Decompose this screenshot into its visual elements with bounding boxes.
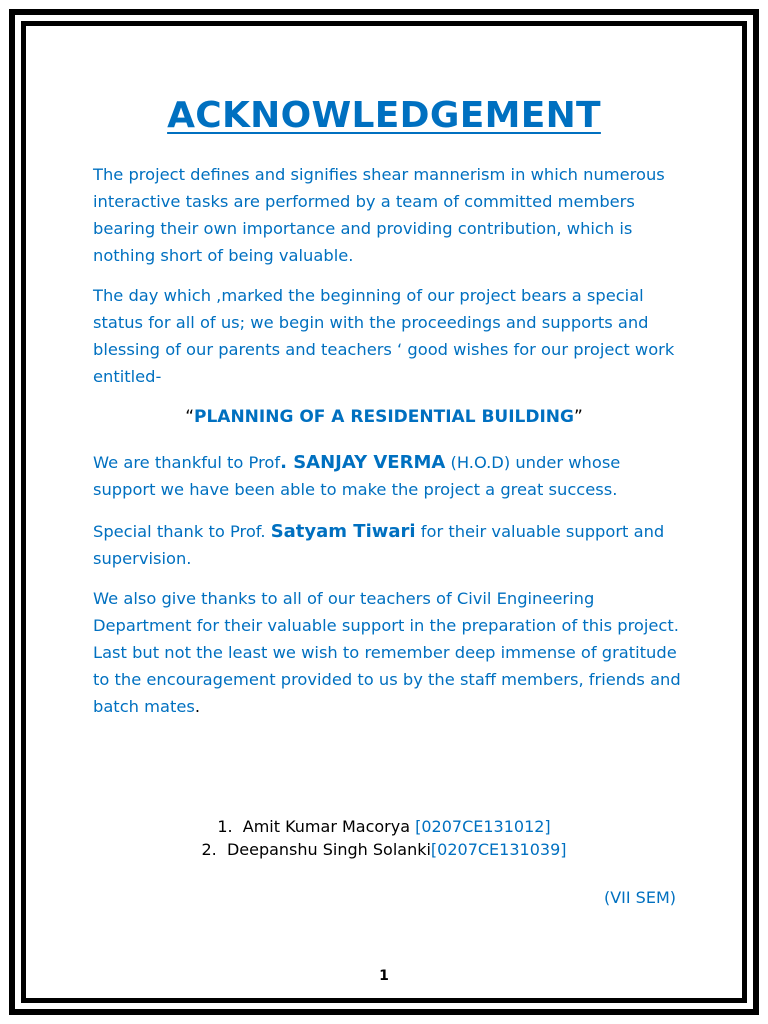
- page-title: ACKNOWLEDGEMENT: [167, 95, 601, 136]
- project-title-text: PLANNING OF A RESIDENTIAL BUILDING: [194, 407, 574, 427]
- student-name: Deepanshu Singh Solanki: [226, 840, 431, 859]
- hod-name: . SANJAY VERMA: [280, 452, 446, 473]
- student-item: [0, 815, 768, 838]
- student-number: 1.: [217, 817, 233, 836]
- teachers-thanks-paragraph: [93, 585, 683, 720]
- hod-thanks-before: We are thankful to Prof: [93, 453, 281, 472]
- teachers-thanks-period: .: [194, 697, 201, 716]
- page-number: 1: [379, 968, 389, 984]
- student-roll: [0207CE131012]: [415, 817, 551, 836]
- student-roll: [0207CE131039]: [430, 840, 567, 859]
- intro-paragraph: The project defines and signifies shear mannerism in which numerous interactive tasks are performed by a team of committed members bearing their own importance and providing contribution, which is nothing short of being valuable.: [93, 165, 665, 265]
- supervisor-thanks-after: for their valuable support and supervision.: [93, 522, 665, 568]
- supervisor-thanks-before: Special thank to Prof.: [93, 522, 271, 541]
- beginning-paragraph: The day which ,marked the beginning of our project bears a special status for all of us; we begin with the proceedings and supports and blessing of our parents and teachers ‘ good wishes for our project work entitled-: [93, 286, 675, 386]
- project-title-open-quote: “: [185, 407, 194, 427]
- supervisor-thanks-paragraph: [93, 518, 683, 572]
- semester-label: (VII SEM): [603, 888, 676, 907]
- project-title-close-quote: ”: [573, 407, 583, 427]
- student-name: Amit Kumar Macorya: [242, 817, 416, 836]
- hod-thanks-paragraph: [93, 449, 683, 503]
- hod-thanks-after: (H.O.D) under whose support we have been able to make the project a great success.: [93, 453, 621, 499]
- supervisor-name: Satyam Tiwari: [270, 521, 416, 542]
- teachers-thanks-text: We also give thanks to all of our teachers of Civil Engineering Department for their valuable support in the preparation of this project. Last but not the least we wish to remember deep immense of gratitude to the encouragement provided to us by the staff members, friends and batch mates: [93, 589, 681, 716]
- project-title: [0, 404, 768, 430]
- student-item: [0, 838, 768, 861]
- student-number: 2.: [201, 840, 217, 859]
- student-list: [0, 815, 768, 861]
